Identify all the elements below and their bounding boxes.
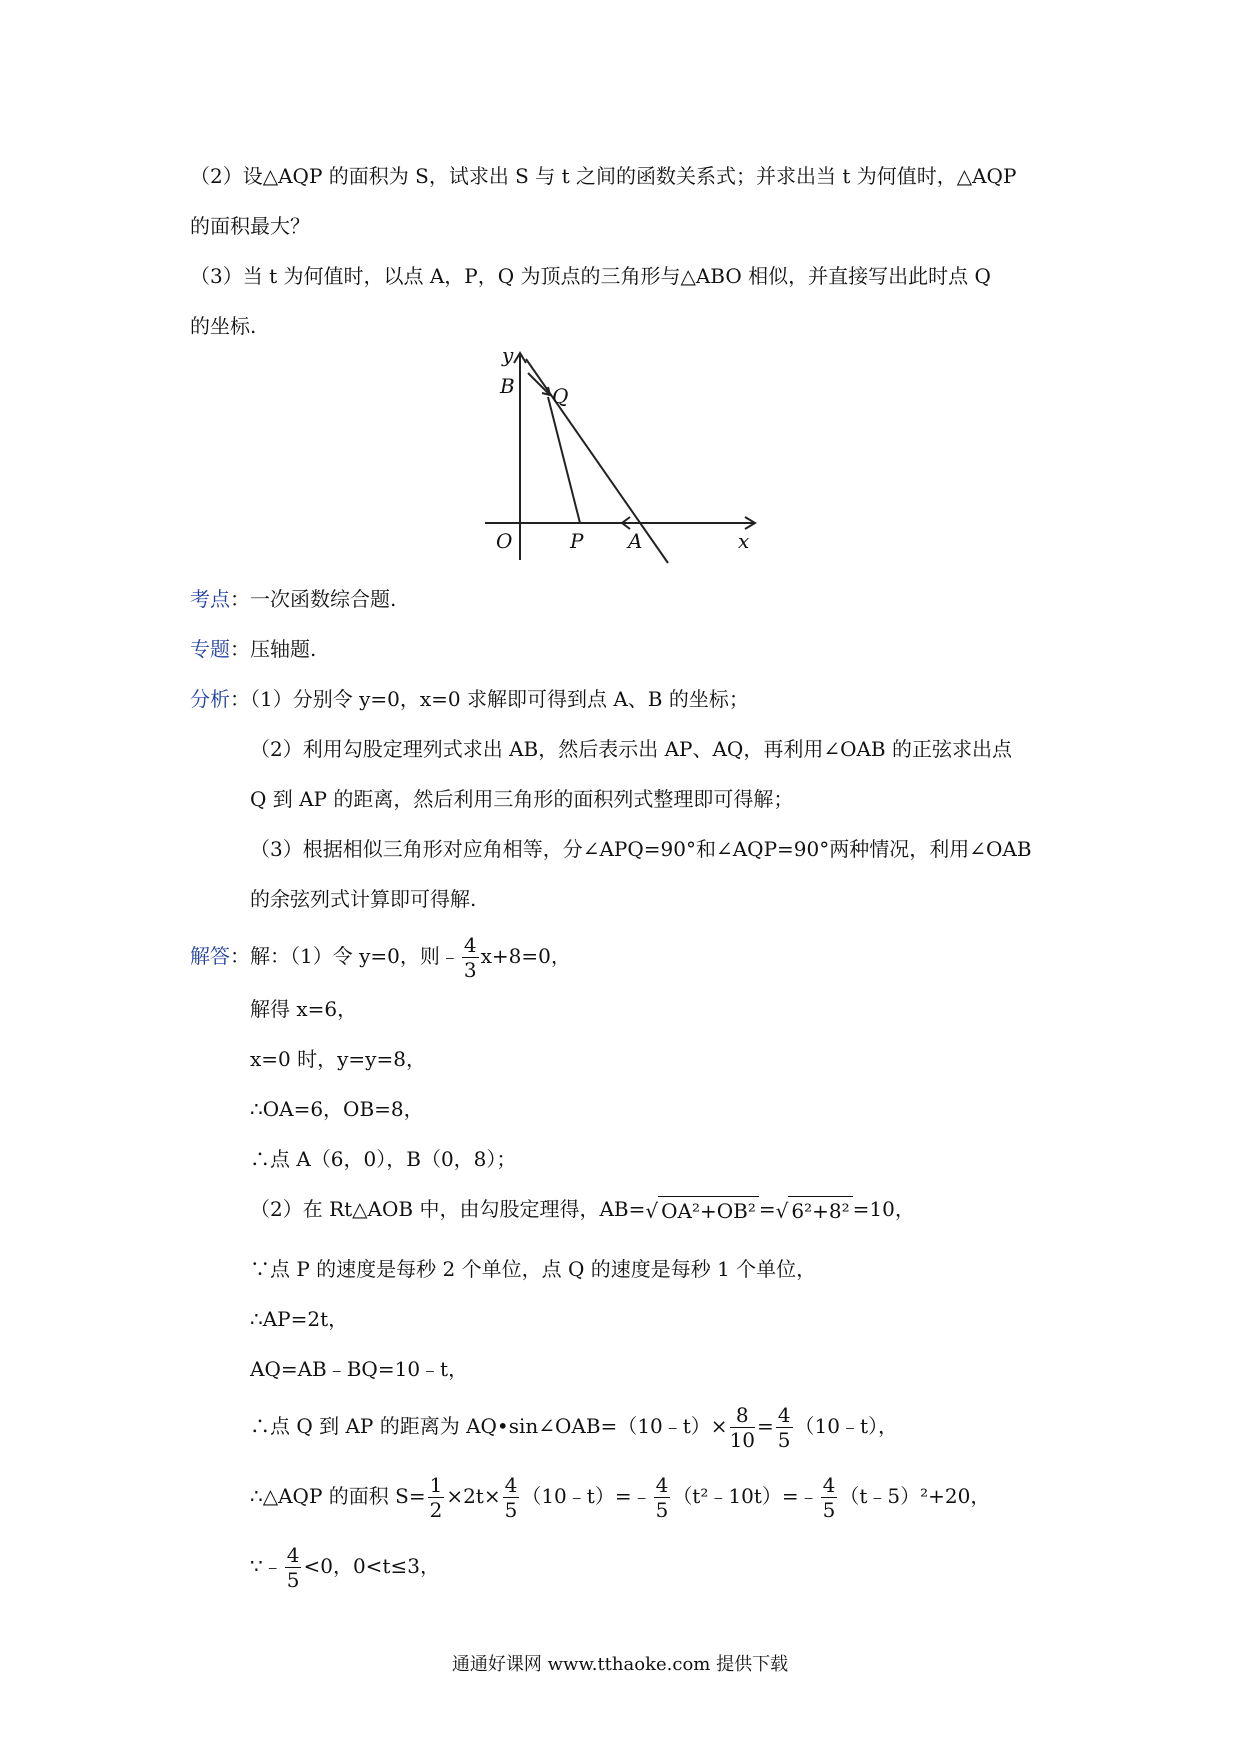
- q2-line2: 的面积最大？: [190, 214, 310, 238]
- line-ab: [526, 359, 668, 563]
- fenxi-3b: 的余弦列式计算即可得解.: [250, 887, 477, 911]
- frac-num: 4: [463, 933, 477, 957]
- fraction-4-5: [654, 1475, 671, 1520]
- sol-l1-post: x+8=0，: [480, 944, 571, 968]
- sol-l7: ∵点 P 的速度是每秒 2 个单位，点 Q 的速度是每秒 1 个单位，: [250, 1257, 817, 1281]
- sol-l10-pre: ∴点 Q 到 AP 的距离为 AQ•sin∠OAB=（10﹣t）×: [250, 1414, 728, 1438]
- sol-l11-pre: ∴△AQP 的面积 S=: [250, 1484, 426, 1508]
- frac-den: 5: [286, 1568, 300, 1592]
- label-a: A: [628, 529, 643, 553]
- frac-num: 4: [286, 1543, 300, 1567]
- jieda-line1: [190, 935, 571, 980]
- fenxi-line1: [190, 685, 749, 713]
- sqrt-oa-ob: √ OA²+OB²: [645, 1197, 758, 1225]
- label-x: x: [738, 529, 750, 553]
- frac-den: 5: [777, 1428, 791, 1452]
- frac-num: 8: [730, 1405, 755, 1428]
- zhuanti-text: ：压轴题.: [230, 637, 317, 661]
- sol-l12: [250, 1545, 440, 1590]
- page-footer: 通通好课网 www.tthaoke.com 提供下载: [451, 1654, 789, 1675]
- radicand-2: 6²+8²: [788, 1196, 852, 1223]
- fenxi-2b: Q 到 AP 的距离，然后利用三角形的面积列式整理即可得解；: [250, 787, 794, 811]
- label-y: y: [502, 345, 514, 367]
- zhuanti-label: 专题: [190, 637, 230, 661]
- sol-l6-pre: （2）在 Rt△AOB 中，由勾股定理得，AB=: [250, 1197, 646, 1221]
- sol-l9: AQ=AB﹣BQ=10﹣t，: [250, 1357, 469, 1381]
- label-p: P: [570, 529, 584, 553]
- fraction-4-5: [503, 1475, 520, 1520]
- fraction-4-5: [285, 1545, 302, 1590]
- fenxi-label: 分析: [190, 687, 230, 711]
- sol-l3: x=0 时，y=y=8，: [250, 1047, 426, 1071]
- jieda-label: 解答: [190, 944, 230, 968]
- fraction-1-2: [428, 1475, 445, 1520]
- sol-l12-post: <0，0<t≤3，: [303, 1554, 440, 1578]
- q3-line2: 的坐标.: [190, 314, 257, 338]
- fraction-8-10: [730, 1405, 755, 1450]
- kaodian-label: 考点: [190, 587, 230, 611]
- sol-l4: ∴OA=6，OB=8，: [250, 1097, 424, 1121]
- sol-l6-eq: =: [758, 1197, 776, 1221]
- frac-den: 3: [463, 958, 477, 982]
- frac-num: 4: [655, 1473, 669, 1497]
- q2-line1: （2）设△AQP 的面积为 S，试求出 S 与 t 之间的函数关系式；并求出当 t 为何值时，△AQP: [190, 164, 1017, 188]
- frac-num: 4: [822, 1473, 836, 1497]
- sol-l8: ∴AP=2t，: [250, 1307, 349, 1331]
- sol-l1-pre: ：解：（1）令 y=0，则﹣: [230, 944, 460, 968]
- sol-l2: 解得 x=6，: [250, 997, 358, 1021]
- kaodian-text: ：一次函数综合题.: [230, 587, 397, 611]
- label-q: Q: [552, 384, 569, 408]
- geometry-figure: [470, 345, 770, 570]
- fenxi-2a: （2）利用勾股定理列式求出 AB，然后表示出 AP、AQ，再利用∠OAB 的正弦求出点: [250, 737, 1012, 761]
- frac-den: 2: [429, 1498, 443, 1522]
- sol-l11: [250, 1475, 990, 1520]
- sol-l5: ∴点 A（6，0），B（0，8）；: [250, 1147, 517, 1171]
- kaodian-line: [190, 585, 396, 613]
- fraction-4-5: [776, 1405, 793, 1450]
- fraction-4-5: [821, 1475, 838, 1520]
- q3-line1: （3）当 t 为何值时，以点 A，P，Q 为顶点的三角形与△ABO 相似，并直接写出此时点 Q: [190, 264, 991, 288]
- frac-den: 5: [822, 1498, 836, 1522]
- frac-den: 5: [504, 1498, 518, 1522]
- frac-num: 1: [429, 1473, 443, 1497]
- frac-num: 4: [777, 1403, 791, 1427]
- sol-l11-mid2: （10﹣t）=﹣: [521, 1484, 652, 1508]
- zhuanti-line: [190, 635, 316, 663]
- frac-num: 4: [504, 1473, 518, 1497]
- sol-l11-post: （t﹣5）²+20，: [839, 1484, 991, 1508]
- fenxi-1: ：（1）分别令 y=0，x=0 求解即可得到点 A、B 的坐标；: [230, 687, 749, 711]
- sol-l11-mid3: （t²﹣10t）=﹣: [672, 1484, 819, 1508]
- sol-l10-post: （10﹣t），: [794, 1414, 899, 1438]
- sol-l12-pre: ∵﹣: [250, 1554, 283, 1578]
- sqrt-6-8: √ 6²+8²: [776, 1197, 853, 1225]
- segment-qp: [548, 397, 580, 523]
- radicand-1: OA²+OB²: [658, 1196, 759, 1223]
- label-o: O: [496, 529, 513, 553]
- frac-den: 5: [655, 1498, 669, 1522]
- fraction-4-3: [462, 935, 479, 980]
- sol-l11-mid1: ×2t×: [446, 1484, 501, 1508]
- sol-l10: [250, 1405, 898, 1450]
- sol-l6: [250, 1195, 915, 1225]
- label-b: B: [500, 374, 515, 398]
- sol-l10-eq: =: [757, 1414, 774, 1438]
- frac-den: 10: [729, 1428, 756, 1452]
- sol-l6-post: =10，: [852, 1197, 915, 1221]
- fenxi-3a: （3）根据相似三角形对应角相等，分∠APQ=90°和∠AQP=90°两种情况，利用∠OAB: [250, 837, 1032, 861]
